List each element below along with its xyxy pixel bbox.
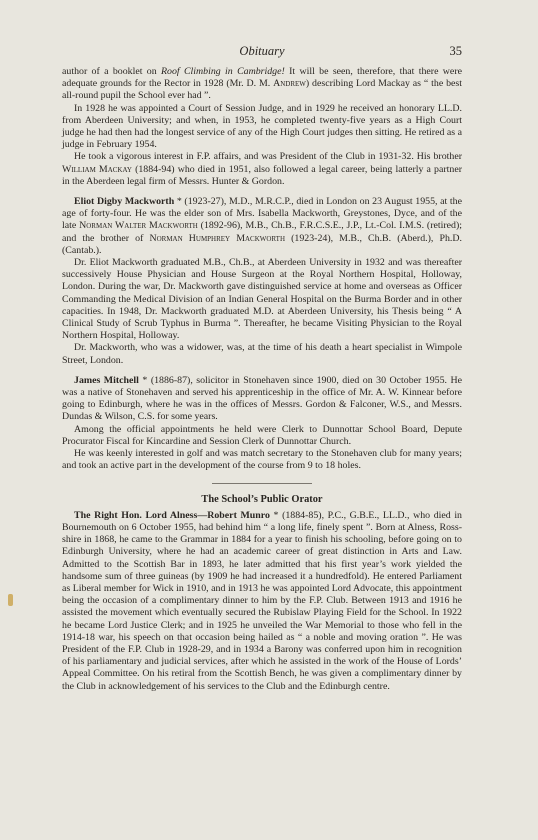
obituary-mitchell — [62, 375, 462, 473]
section-title: The School’s Public Orator — [201, 493, 323, 505]
person-name: William Mackay — [62, 163, 132, 175]
mitchell-paragraph-1: James Mitchell * (1886-87), solicitor in Stonehaven since 1900, died on 30 October 1955. He was a native of Stonehaven and served his apprenticeship in the office of Mr. A. W. Kinnear before going to Edinburgh, where he was in the offices of Messrs. Gordon & Falconer, W.S., and Messrs. Dundas & Wilson, C.S. for some years. — [62, 374, 463, 423]
person-name: Andrew — [273, 78, 306, 90]
obituary-alness — [62, 510, 462, 693]
section-divider — [212, 483, 312, 484]
intro-paragraph-2: In 1928 he was appointed a Court of Session Judge, and in 1929 he received an honorary LL.D. from Aberdeen University; and when, in 1953, he completed twenty-five years as a High Court judge he had then had the longest service of any of the High Court judges then sitting. He retired as a judge in February 1954. — [62, 102, 462, 151]
obituary-name: Eliot Digby Mackworth — [74, 196, 175, 208]
person-name: Norman Humphrey Mackworth — [149, 232, 286, 244]
mackworth-paragraph-2: Dr. Eliot Mackworth graduated M.B., Ch.B., at Aberdeen University in 1932 and was thereafter successively House Physician and House Surgeon at the Royal Northern Hospital, Holloway, London. During the war, Dr. Mackworth gave distinguished service at home and overseas as Officer Commanding the Medical Division of an Indian General Hospital on the Burma Border and in other capacities. In 1948, Dr. Mackworth graduated M.D. at Aberdeen University, his Thesis being “ A Clinical Study of Scrub Typhus in Burma ”. Thereafter, he became Visiting Physician to the Royal Northern Hospital, Holloway. — [62, 257, 462, 342]
intro-paragraph-1: author of a booklet on Roof Climbing in Cambridge! It will be seen, therefore, that there were adequate grounds for the Rector in 1928 (Mr. D. M. Andrew) describing Lord Mackay as “ the best all-round pupil the School ever had ”. — [62, 66, 462, 102]
mackworth-paragraph-1: Eliot Digby Mackworth * (1923-27), M.D., M.R.C.P., died in London on 23 August 1955, at the age of forty-four. He was the elder son of Mrs. Isabella Mackworth, Greystones, Dyce, and of the late Norman Walter Mackworth (1892-96), M.B., Ch.B., F.R.C.S.E., J.P., Lt.-Col. I.M.S. (retired); and the brother of Norman Humphrey Mackworth (1923-24), M.B., Ch.B. (Aberd.), Ph.D. (Cantab.). — [62, 196, 462, 256]
mitchell-paragraph-3: He was keenly interested in golf and was match secretary to the Stonehaven club for many years; and took an active part in the development of the course from 9 to 18 holes. — [62, 448, 462, 472]
page-header — [62, 44, 462, 60]
person-name: Norman Walter Mackworth — [79, 220, 198, 232]
obituary-mackworth — [62, 196, 462, 367]
book-title: Roof Climbing in Cambridge! — [160, 66, 285, 77]
obituary-name: James Mitchell — [74, 374, 139, 386]
mitchell-paragraph-2: Among the official appointments he held were Clerk to Dunnottar School Board, Depute Procurator Fiscal for Kincardine and Session Clerk of Dunnottar Church. — [62, 423, 462, 447]
margin-mark — [8, 594, 13, 606]
alness-paragraph-1: The Right Hon. Lord Alness—Robert Munro * (1884-85), P.C., G.B.E., LL.D., who died in Bournemouth on 6 October 1955, had behind him “ a long life, finely spent ”. Born at Alness, Ross-shire in 1868, he came to the Grammar in 1884 for a year to finish his schooling, before going on to Edinburgh University, where he had an academic career of great distinction in Arts and Law. Admitted to the Scottish Bar in 1893, he later admitted that his first year’s work yielded the handsome sum of three guineas (by 1909 he had increased it a hundredfold). He entered Parliament as Liberal member for Wick in 1910, and in 1913 he was appointed Lord Advocate, this appointment being the occasion of a complimentary dinner to him by the F.P. Club. Between 1913 and 1916 he assisted the movement which eventually secured the Rubislaw Playing Field for the School. In 1922 he became Lord Justice Clerk; and in 1925 he unveiled the War Memorial to those who fell in the 1914-18 war, his speech on that occasion being hailed as “ a noble and moving oration ”. He was President of the F.P. Club in 1928-29, and in 1934 a Barony was conferred upon him in recognition of his parliamentary and judicial services, after which he assisted in the work of the House of Lords’ Appeal Committee. On his retiral from the Scottish Bench, he was given a complimentary dinner by the Club in acknowledgement of his services to the Club and the Edinburgh centre. — [62, 509, 462, 692]
page-content — [62, 66, 462, 693]
mackworth-paragraph-3: Dr. Mackworth, who was a widower, was, at the time of his death a heart specialist in Wimpole Street, London. — [62, 342, 462, 366]
running-title: Obituary — [239, 44, 285, 58]
intro-paragraph-3: He took a vigorous interest in F.P. affairs, and was President of the Club in 1931-32. His brother William Mackay (1884-94) who died in 1951, also followed a legal career, being latterly a partner in the Aberdeen legal firm of Messrs. Hunter & Gordon. — [62, 151, 463, 187]
page-number: 35 — [449, 44, 462, 58]
obituary-name: The Right Hon. Lord Alness—Robert Munro — [74, 509, 270, 521]
